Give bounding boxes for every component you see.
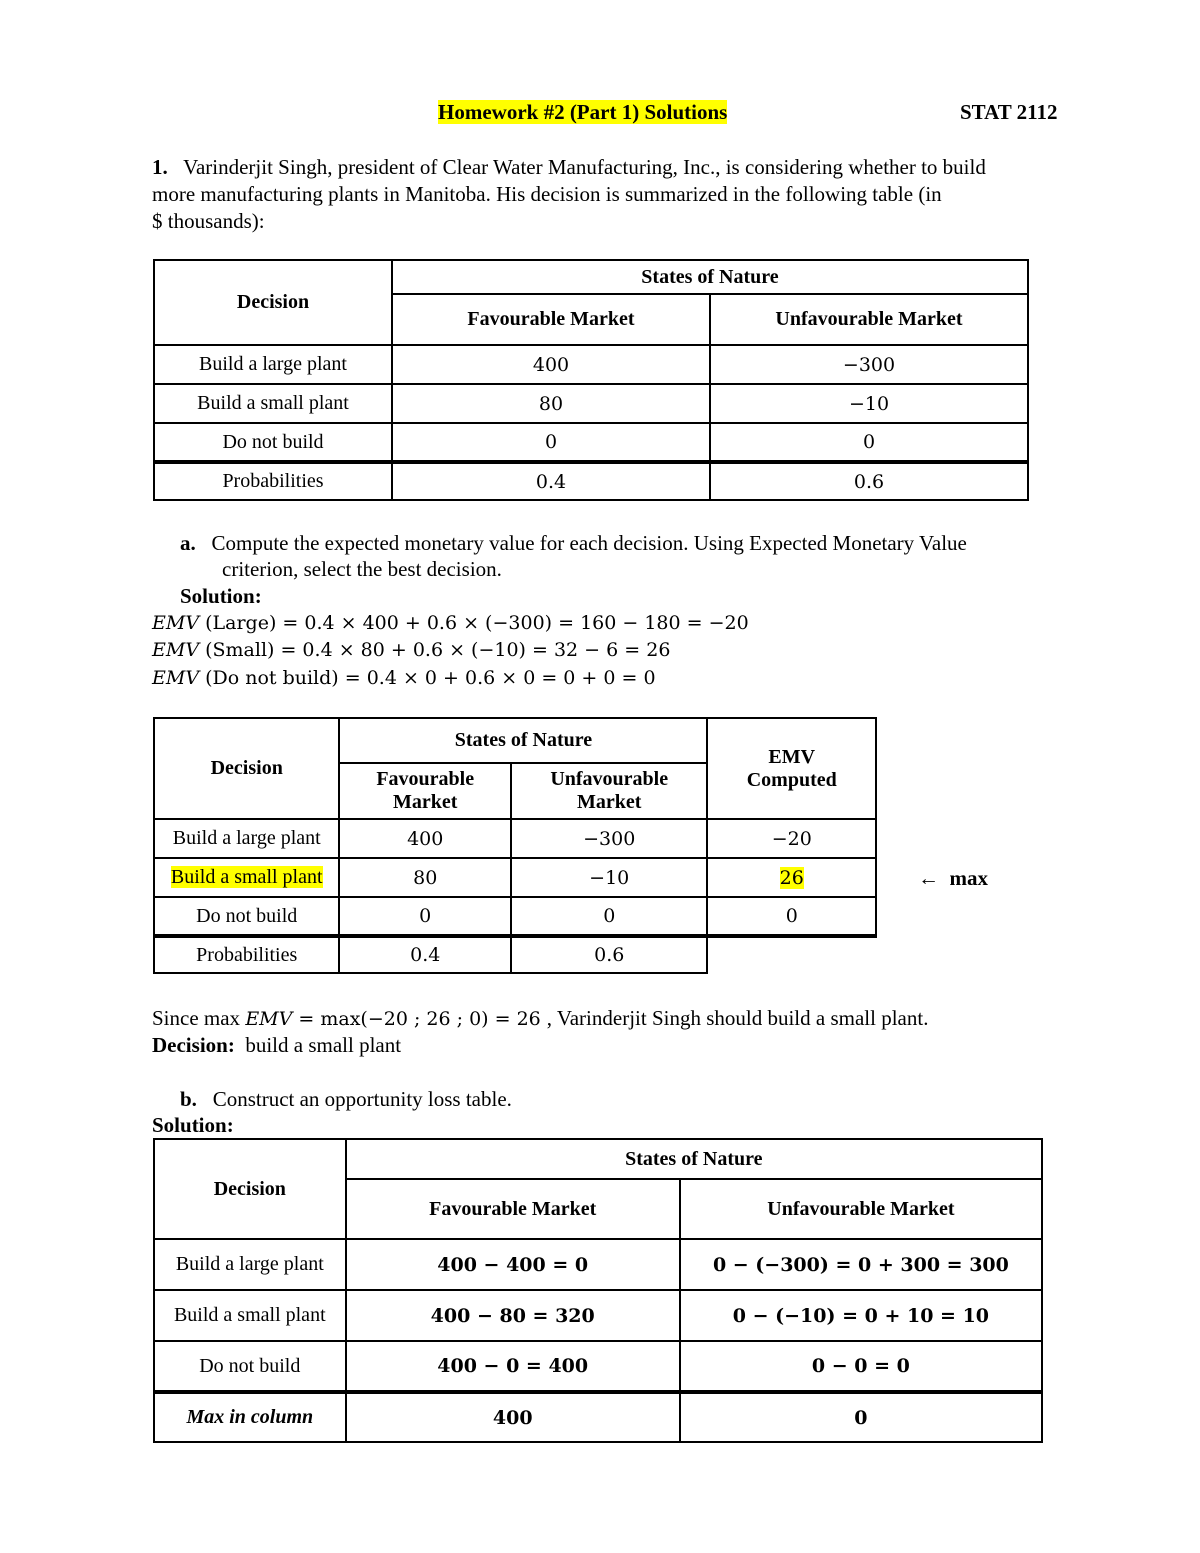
conclusion-line: Since max EMV = max(−20 ; 26 ; 0) = 26 , Varinderjit Singh should build a small plant. xyxy=(152,1006,929,1030)
states-header: States of Nature xyxy=(339,718,707,763)
emv-equation-do-not-build: EMV (Do not build) = 0.4 × 0 + 0.6 × 0 = 0 + 0 = 0 xyxy=(152,667,656,689)
emv-value: −20 xyxy=(707,819,876,858)
cell-value: 400 xyxy=(339,819,511,858)
payoff-table xyxy=(153,259,1029,501)
unfavourable-header: Unfavourable Market xyxy=(511,763,708,819)
cell-value: −300 xyxy=(710,345,1028,384)
table-row xyxy=(154,819,876,858)
favourable-header: Favourable Market xyxy=(339,763,511,819)
question-1-line-3: $ thousands): xyxy=(152,209,265,233)
favourable-header: Favourable Market xyxy=(346,1179,680,1239)
cell-value: 0 xyxy=(339,897,511,936)
opportunity-loss-table xyxy=(153,1138,1043,1443)
cell-value: 0 − (−300) = 0 + 300 = 300 xyxy=(680,1239,1042,1290)
row-label: Do not build xyxy=(154,897,339,936)
table-row xyxy=(154,345,1028,384)
cell-value: 0 xyxy=(710,423,1028,462)
emv-equation-small: EMV (Small) = 0.4 × 80 + 0.6 × (−10) = 32 − 6 = 26 xyxy=(152,639,671,661)
cell-value: 0.6 xyxy=(710,462,1028,500)
decision-header: Decision xyxy=(154,1139,346,1239)
course-code: STAT 2112 xyxy=(960,100,1058,124)
question-1-line-1: 1. Varinderjit Singh, president of Clear Water Manufacturing, Inc., is considering whether to build xyxy=(152,155,986,179)
emv-equation-large: EMV (Large) = 0.4 × 400 + 0.6 × (−300) = 160 − 180 = −20 xyxy=(152,612,749,634)
row-label: Probabilities xyxy=(154,462,392,500)
solution-label-b: Solution: xyxy=(152,1113,234,1137)
row-label-highlighted: Build a small plant xyxy=(154,858,339,897)
row-label: Do not build xyxy=(154,1341,346,1392)
row-label: Build a large plant xyxy=(154,1239,346,1290)
max-value: 0 xyxy=(680,1392,1042,1442)
left-arrow-icon: ← xyxy=(918,866,939,890)
part-b-line: b. Construct an opportunity loss table. xyxy=(180,1087,512,1111)
table-row xyxy=(154,1341,1042,1392)
row-label: Build a small plant xyxy=(154,384,392,423)
unfavourable-header: Unfavourable Market xyxy=(710,294,1028,345)
row-label: Build a small plant xyxy=(154,1290,346,1341)
max-indicator: ← max xyxy=(918,866,988,890)
decision-header: Decision xyxy=(154,718,339,819)
table-row xyxy=(154,936,876,973)
row-label: Probabilities xyxy=(154,936,339,973)
cell-value: 400 − 400 = 0 xyxy=(346,1239,680,1290)
unfavourable-header: Unfavourable Market xyxy=(680,1179,1042,1239)
cell-value: 400 − 0 = 400 xyxy=(346,1341,680,1392)
row-label: Build a large plant xyxy=(154,819,339,858)
empty-cell xyxy=(707,936,876,973)
max-value: 400 xyxy=(346,1392,680,1442)
table-row xyxy=(154,423,1028,462)
decision-line: Decision: build a small plant xyxy=(152,1033,402,1057)
table-row xyxy=(154,897,876,936)
cell-value: 400 − 80 = 320 xyxy=(346,1290,680,1341)
cell-value: 0 xyxy=(392,423,710,462)
table-row xyxy=(154,462,1028,500)
cell-value: 0 xyxy=(511,897,708,936)
table-row xyxy=(154,858,876,897)
cell-value: −300 xyxy=(511,819,708,858)
cell-value: 400 xyxy=(392,345,710,384)
cell-value: 0.6 xyxy=(511,936,708,973)
table-row xyxy=(154,1290,1042,1341)
part-a-line-1: a. Compute the expected monetary value for each decision. Using Expected Monetary Value xyxy=(180,531,967,555)
states-header: States of Nature xyxy=(392,260,1028,294)
row-label: Build a large plant xyxy=(154,345,392,384)
states-header: States of Nature xyxy=(346,1139,1042,1179)
cell-value: 0.4 xyxy=(392,462,710,500)
emv-value-highlighted: 26 xyxy=(707,858,876,897)
max-row-label: Max in column xyxy=(154,1392,346,1442)
question-1-line-2: more manufacturing plants in Manitoba. His decision is summarized in the following table (in xyxy=(152,182,942,206)
table-row xyxy=(154,384,1028,423)
cell-value: 80 xyxy=(339,858,511,897)
cell-value: 0.4 xyxy=(339,936,511,973)
cell-value: 0 − 0 = 0 xyxy=(680,1341,1042,1392)
decision-header: Decision xyxy=(154,260,392,345)
emv-table xyxy=(153,717,877,974)
emv-value: 0 xyxy=(707,897,876,936)
table-row xyxy=(154,1239,1042,1290)
table-row xyxy=(154,1392,1042,1442)
cell-value: −10 xyxy=(511,858,708,897)
solution-label: Solution: xyxy=(180,584,262,608)
page-title: Homework #2 (Part 1) Solutions xyxy=(438,100,728,124)
emv-header: EMV Computed xyxy=(707,718,876,819)
part-a-line-2: criterion, select the best decision. xyxy=(222,557,502,581)
cell-value: 0 − (−10) = 0 + 10 = 10 xyxy=(680,1290,1042,1341)
favourable-header: Favourable Market xyxy=(392,294,710,345)
row-label: Do not build xyxy=(154,423,392,462)
cell-value: −10 xyxy=(710,384,1028,423)
cell-value: 80 xyxy=(392,384,710,423)
